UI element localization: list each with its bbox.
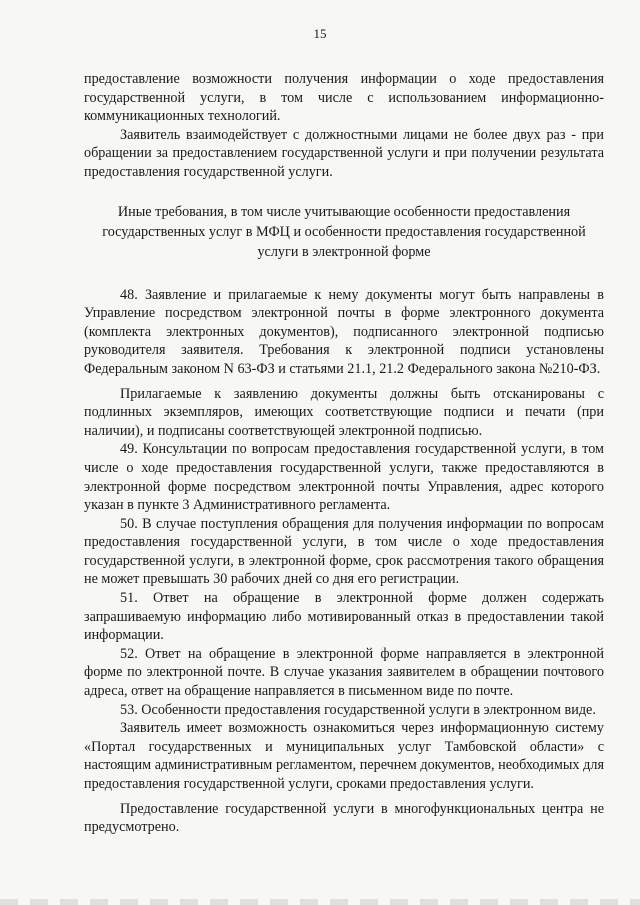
paragraph-51: 51. Ответ на обращение в электронной форме должен содержать запрашиваемую информацию либо мотивированный отказ в предоставлении такой информации.	[84, 590, 604, 644]
scan-edge-artifact	[0, 899, 640, 905]
paragraph-52: 52. Ответ на обращение в электронной форме направляется в электронной форме по электронной почте. В случае указания заявителем в обращении почтового адреса, ответ на обращение направляется в письменном виде по почте.	[84, 645, 604, 700]
page-number: 15	[313, 26, 327, 41]
paragraph: предоставление возможности получения информации о ходе предоставления государственной услуги, в том числе с использованием информационно-коммуникационных технологий.	[84, 71, 604, 125]
paragraph: Заявитель имеет возможность ознакомиться через информационную систему «Портал государственных и муниципальных услуг Тамбовской области» с настоящим административным регламентом, перечнем документов, необходимых для предоставления государственной услуги, сроками предоставления услуги.	[84, 720, 604, 792]
paragraph: Прилагаемые к заявлению документы должны быть отсканированы с подлинных экземпляров, имеющих соответствующие подписи и печати (при наличии), и подписаны соответствующей электронной подписью.	[84, 385, 604, 439]
paragraph-48: 48. Заявление и прилагаемые к нему документы могут быть направлены в Управление посредством электронной почты в форме электронного документа (комплекта электронных документов), подписанного электронной подписью руководителя заявителя. Требования к электронной подписи установлены Федеральным законом N 63-ФЗ и статьями 21.1, 21.2 Федерального закона №210-ФЗ.	[84, 286, 604, 377]
paragraph-50: 50. В случае поступления обращения для получения информации по вопросам предоставления государственной услуги, в том числе о ходе предоставления государственной услуги, в электронной форме, срок рассмотрения такого обращения не может превышать 30 рабочих дней со дня его регистрации.	[84, 515, 604, 588]
paragraph: Предоставление государственной услуги в многофункциональных центра не предусмотрено.	[84, 800, 604, 836]
paragraph: Заявитель взаимодействует с должностными лицами не более двух раз - при обращении за предоставлением государственной услуги и при получении результата предоставления государственной услуги.	[84, 126, 604, 180]
paragraph-49: 49. Консультации по вопросам предоставления государственной услуги, в том числе о ходе предоставления государственной услуги, также предоставляются в электронной форме посредством электронной почты Управления, адрес которого указан в пункте 3 Административного регламента.	[84, 441, 604, 514]
section-heading: Иные требования, в том числе учитывающие особенности предоставления государственных услуг в МФЦ и особенности предоставления государственной услуги в электронной форме	[102, 203, 586, 260]
paragraph-53: 53. Особенности предоставления государственной услуги в электронном виде.	[120, 701, 596, 718]
document-body	[84, 70, 604, 837]
